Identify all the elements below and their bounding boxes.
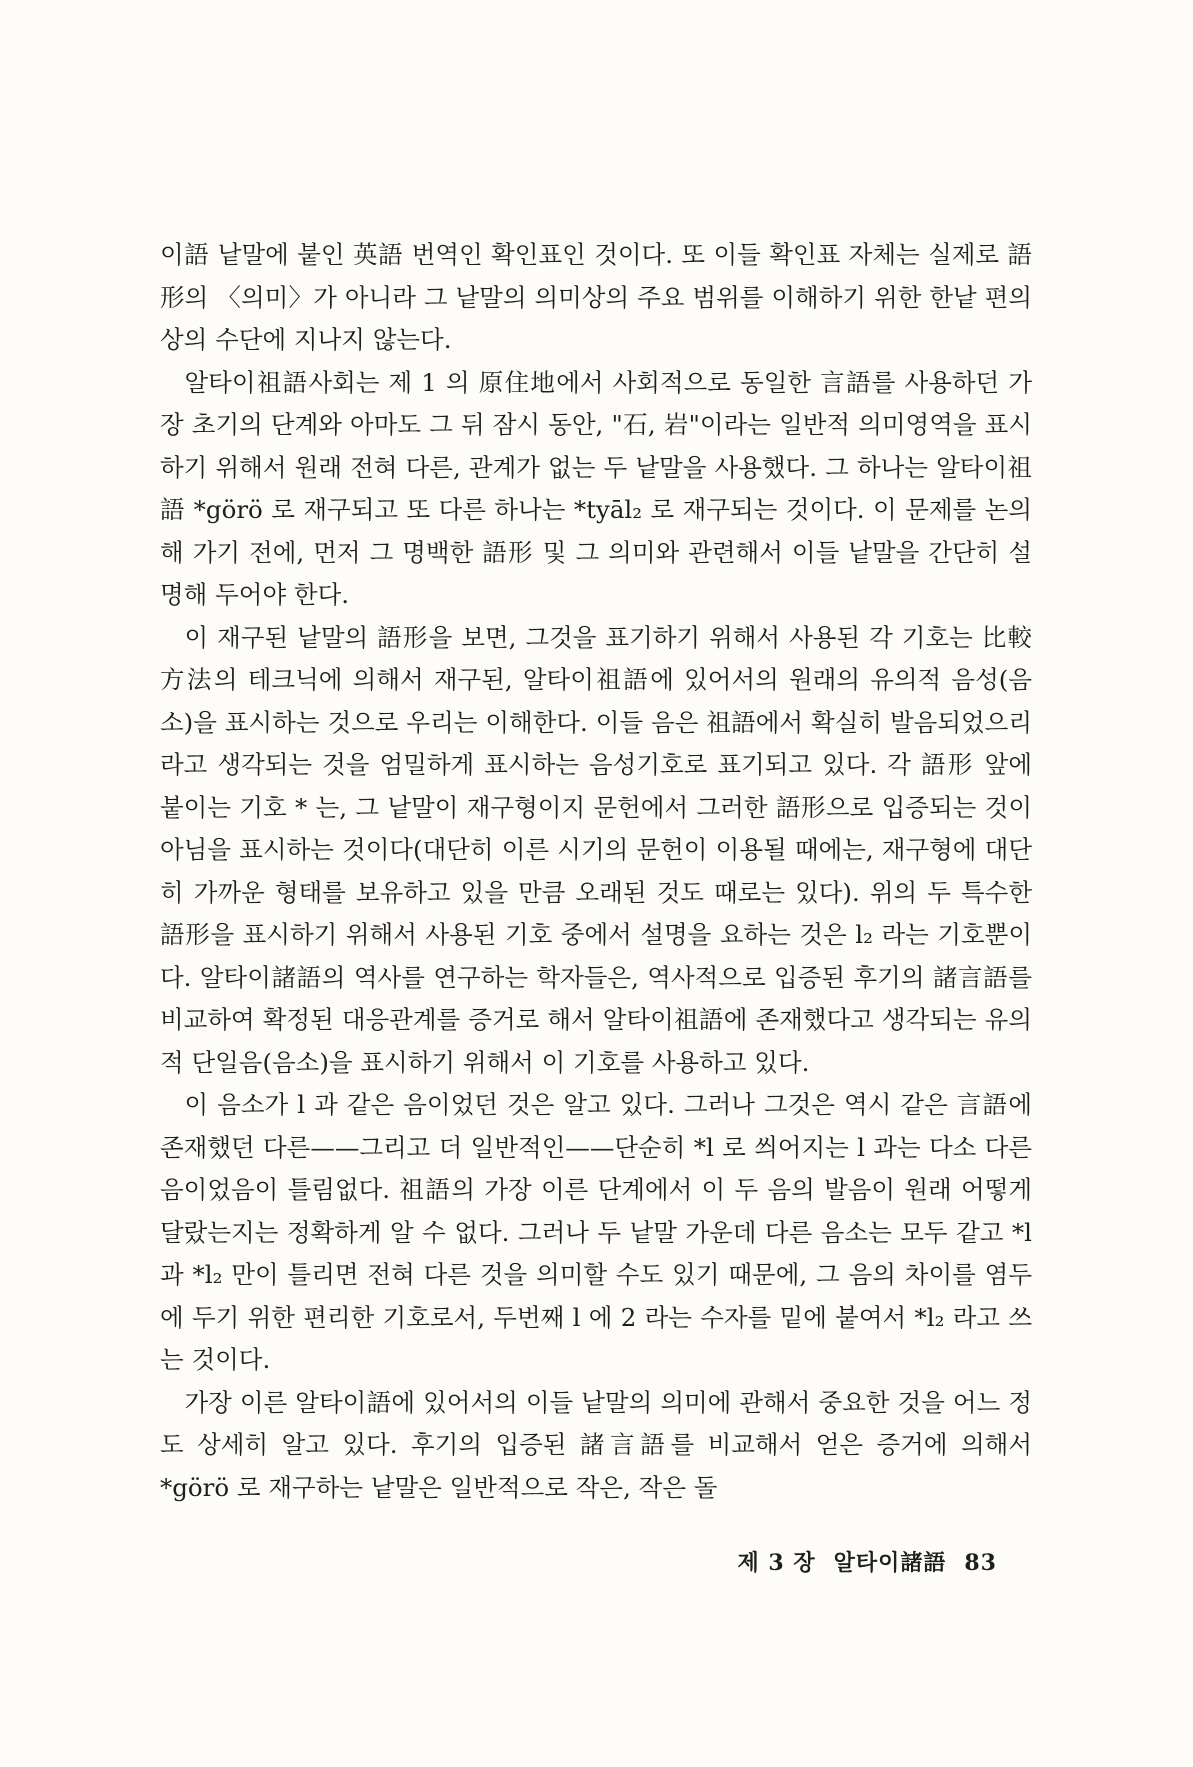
footer-title: 알타이諸語 <box>833 1550 947 1576</box>
page-body <box>160 234 1032 1509</box>
footer-chapter: 제 3 장 <box>737 1550 816 1576</box>
page-number: 83 <box>964 1550 997 1576</box>
paragraph-1: 이語 낱말에 붙인 英語 번역인 확인표인 것이다. 또 이들 확인표 자체는 실제로 語形의 〈의미〉가 아니라 그 낱말의 의미상의 주요 범위를 이해하기 위한 한낱 편의상의 수단에 지나지 않는다. <box>160 240 1032 354</box>
running-footer <box>737 1546 997 1577</box>
paragraph-2: 알타이祖語사회는 제 1 의 原住地에서 사회적으로 동일한 言語를 사용하던 가장 초기의 단계와 아마도 그 뒤 잠시 동안, "石, 岩"이라는 일반적 의미영역을 표시하기 위해서 원래 전혀 다른, 관계가 없는 두 낱말을 사용했다. 그 하나는 알타이祖語 *görö 로 재구되고 또 다른 하나는 *tyāl₂ 로 재구되는 것이다. 이 문제를 논의해 가기 전에, 먼저 그 명백한 語形 및 그 의미와 관련해서 이들 낱말을 간단히 설명해 두어야 한다. <box>160 367 1032 609</box>
paragraph-3: 이 재구된 낱말의 語形을 보면, 그것을 표기하기 위해서 사용된 각 기호는 比較方法의 테크닉에 의해서 재구된, 알타이祖語에 있어서의 원래의 유의적 음성(음소)을 표시하는 것으로 우리는 이해한다. 이들 음은 祖語에서 확실히 발음되었으리라고 생각되는 것을 엄밀하게 표시하는 음성기호로 표기되고 있다. 각 語形 앞에 붙이는 기호 * 는, 그 낱말이 재구형이지 문헌에서 그러한 語形으로 입증되는 것이 아님을 표시하는 것이다(대단히 이른 시기의 문헌이 이용될 때에는, 재구형에 대단히 가까운 형태를 보유하고 있을 만큼 오래된 것도 때로는 있다). 위의 두 특수한 語形을 표시하기 위해서 사용된 기호 중에서 설명을 요하는 것은 l₂ 라는 기호뿐이다. 알타이諸語의 역사를 연구하는 학자들은, 역사적으로 입증된 후기의 諸言語를 비교하여 확정된 대응관계를 증거로 해서 알타이祖語에 존재했다고 생각되는 유의적 단일음(음소)을 표시하기 위해서 이 기호를 사용하고 있다. <box>160 622 1032 1077</box>
paragraph-4: 이 음소가 l 과 같은 음이었던 것은 알고 있다. 그러나 그것은 역시 같은 言語에 존재했던 다른——그리고 더 일반적인——단순히 *l 로 씌어지는 l 과는 다소 다른 음이었음이 틀림없다. 祖語의 가장 이른 단계에서 이 두 음의 발음이 원래 어떻게 달랐는지는 정확하게 알 수 없다. 그러나 두 낱말 가운데 다른 음소는 모두 같고 *l 과 *l₂ 만이 틀리면 전혀 다른 것을 의미할 수도 있기 때문에, 그 음의 차이를 염두에 두기 위한 편리한 기호로서, 두번째 l 에 2 라는 수자를 밑에 붙여서 *l₂ 라고 쓰는 것이다. <box>160 1090 1032 1374</box>
paragraph-5: 가장 이른 알타이語에 있어서의 이들 낱말의 의미에 관해서 중요한 것을 어느 정도 상세히 알고 있다. 후기의 입증된 諸言語를 비교해서 얻은 증거에 의해서 *görö 로 재구하는 낱말은 일반적으로 작은, 작은 돌 <box>160 1387 1032 1502</box>
